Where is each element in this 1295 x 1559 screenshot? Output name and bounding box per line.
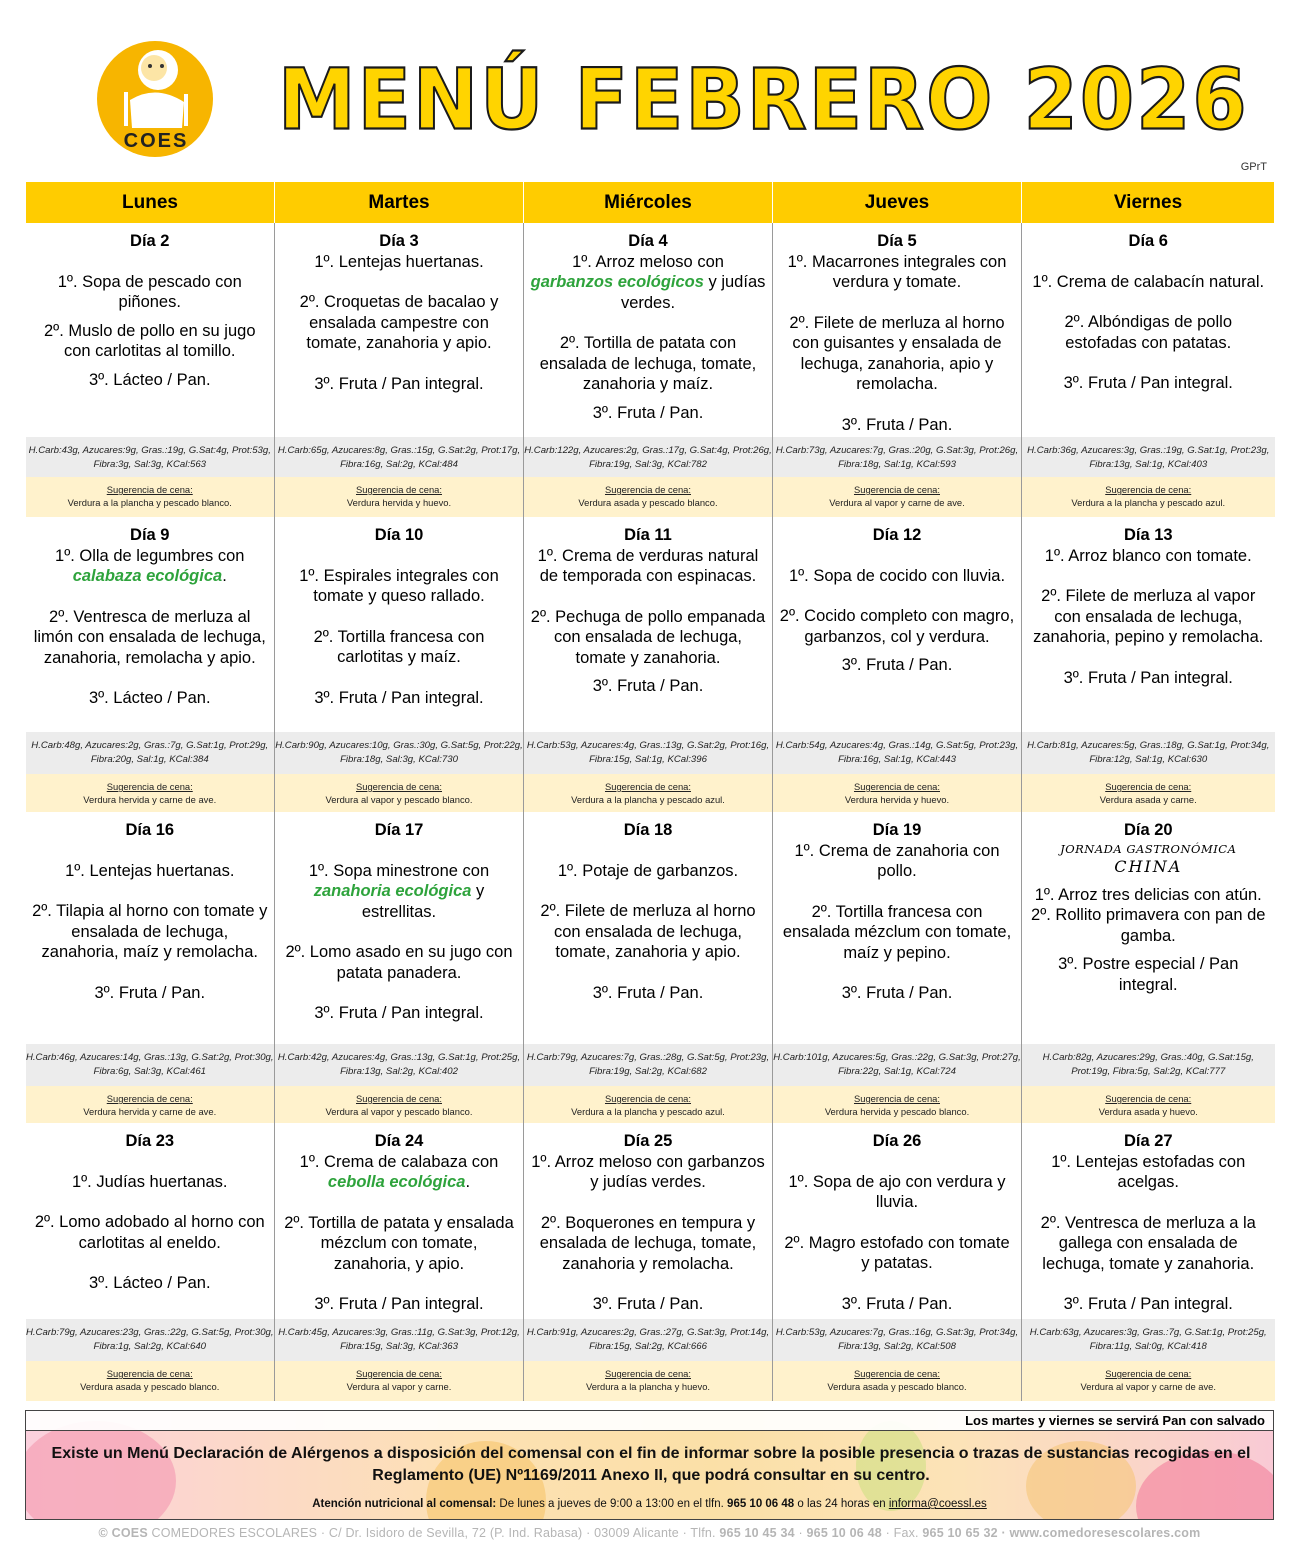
dish-item — [779, 902, 1015, 964]
dish-item — [1028, 954, 1269, 995]
dish-text: 3º. Fruta / Pan. — [592, 983, 704, 1002]
dish-item — [281, 292, 517, 354]
atencion-phone: 965 10 06 48 — [727, 1498, 795, 1510]
nutrition-info: H.Carb:81g, Azucares:5g, Gras.:18g, G.Sat:1g, Prot:34g, Fibra:12g, Sal:1g, KCal:630 — [1022, 732, 1275, 774]
day-cell — [1022, 517, 1275, 732]
day-cell — [1022, 223, 1275, 437]
day-title: Día 6 — [1128, 232, 1168, 250]
dinner-suggestion-label: Sugerencia de cena: — [1105, 1368, 1192, 1379]
weekday-lunes: Lunes — [26, 182, 275, 223]
dish-text: 2º. Magro estofado con tomate y patatas. — [784, 1233, 1010, 1272]
dish-text: 1º. Lentejas huertanas. — [65, 861, 235, 880]
nutrition-info: H.Carb:73g, Azucares:7g, Gras.:20g, G.Sat:3g, Prot:26g, Fibra:18g, Sal:1g, KCal:593 — [773, 437, 1022, 477]
dinner-suggestion — [275, 1086, 524, 1123]
dish-item — [32, 688, 269, 709]
dish-item — [530, 1213, 766, 1275]
day-title: Día 16 — [125, 821, 175, 839]
dish-item — [779, 252, 1015, 293]
dish-text: 3º. Fruta / Pan integral. — [314, 688, 484, 707]
dish-text: 3º. Fruta / Pan integral. — [1063, 1295, 1233, 1313]
eco-ingredient: calabaza ecológica — [72, 567, 223, 585]
dish-text-after: y judías verdes. — [620, 273, 766, 312]
dinner-suggestion — [26, 1361, 275, 1401]
nutrition-info: H.Carb:91g, Azucares:2g, Gras.:27g, G.Sat:3g, Prot:14g, Fibra:15g, Sal:2g, KCal:666 — [524, 1319, 773, 1361]
dish-text: 3º. Fruta / Pan. — [592, 1295, 704, 1313]
dish-text: 1º. Sopa de cocido con lluvia. — [788, 566, 1006, 585]
dish-text: 2º. Tortilla de patata y ensalada mézclum con tomate, zanahoria, y apio. — [284, 1213, 514, 1273]
dinner-suggestion-text: Verdura hervida y carne de ave. — [83, 794, 217, 805]
dish-item — [530, 252, 766, 314]
dish-text: 1º. Arroz meloso con — [572, 252, 724, 271]
dish-item — [32, 272, 269, 313]
atencion-text: De lunes a jueves de 9:00 a 13:00 en el tlfn. — [496, 1498, 728, 1510]
dish-text: 3º. Lácteo / Pan. — [88, 689, 211, 707]
nutrition-info: H.Carb:54g, Azucares:4g, Gras.:14g, G.Sat:5g, Prot:23g, Fibra:16g, Sal:1g, KCal:443 — [773, 732, 1022, 774]
dish-text: 1º. Macarrones integrales con verdura y tomate. — [787, 252, 1007, 291]
dish-text: 2º. Tortilla francesa con carlotitas y maíz. — [313, 627, 485, 666]
dinner-suggestion — [26, 774, 275, 812]
nutrition-info: H.Carb:79g, Azucares:7g, Gras.:28g, G.Sat:5g, Prot:23g, Fibra:19g, Sal:2g, KCal:682 — [524, 1044, 773, 1086]
dinner-suggestion-label: Sugerencia de cena: — [604, 484, 691, 495]
day-title: Día 12 — [872, 526, 922, 544]
weekday-jueves: Jueves — [773, 182, 1022, 223]
dish-item — [779, 415, 1015, 436]
dish-item — [530, 983, 766, 1004]
day-cell — [26, 1123, 275, 1319]
dish-text: 2º. Tortilla de patata con ensalada de lechuga, tomate, zanahoria y maíz. — [539, 334, 757, 393]
dish-item — [779, 313, 1015, 395]
atencion-mid: o las 24 horas en — [794, 1498, 889, 1510]
day-title: Día 26 — [872, 1132, 922, 1150]
dish-text: 2º. Lomo adobado al horno con carlotitas al eneldo. — [34, 1213, 265, 1252]
dish-text: 1º. Sopa de ajo con verdura y lluvia. — [788, 1172, 1006, 1211]
dish-text: 3º. Lácteo / Pan. — [88, 1274, 211, 1292]
dinner-suggestion-text: Verdura al vapor y carne de ave. — [1080, 1381, 1216, 1392]
nutrition-info: H.Carb:45g, Azucares:3g, Gras.:11g, G.Sat:3g, Prot:12g, Fibra:15g, Sal:3g, KCal:363 — [275, 1319, 524, 1361]
dish-item — [530, 861, 766, 882]
nutrition-info: H.Carb:42g, Azucares:4g, Gras.:13g, G.Sat:1g, Prot:25g, Fibra:13g, Sal:2g, KCal:402 — [275, 1044, 524, 1086]
dinner-suggestion-text: Verdura a la plancha y huevo. — [585, 1381, 711, 1392]
dinner-suggestion-label: Sugerencia de cena: — [853, 781, 940, 792]
dish-text: 1º. Sopa de pescado con piñones. — [57, 272, 242, 311]
dinner-suggestion-text: Verdura asada y pescado blanco. — [80, 1381, 220, 1392]
atencion-label: Atención nutricional al comensal: — [312, 1498, 497, 1510]
dish-item — [32, 1172, 269, 1193]
company-footer — [25, 1526, 1274, 1540]
dinner-suggestion — [1022, 1361, 1275, 1401]
day-cell — [26, 517, 275, 732]
dish-text: 2º. Filete de merluza al horno con guisantes y ensalada de lechuga, zanahoria, apio y remolacha. — [789, 313, 1005, 393]
dish-item — [1028, 586, 1269, 648]
dish-text: 3º. Fruta / Pan integral. — [314, 1004, 484, 1022]
day-title: Día 25 — [623, 1132, 673, 1150]
day-cell — [275, 812, 524, 1044]
dish-item — [32, 370, 269, 391]
nutrition-info: H.Carb:63g, Azucares:3g, Gras.:7g, G.Sat:1g, Prot:25g, Fibra:11g, Sal:0g, KCal:418 — [1022, 1319, 1275, 1361]
eco-ingredient: cebolla ecológica — [327, 1173, 466, 1191]
dish-item — [1028, 1294, 1269, 1315]
nutrition-info: H.Carb:79g, Azucares:23g, Gras.:22g, G.Sat:5g, Prot:30g, Fibra:1g, Sal:2g, KCal:640 — [26, 1319, 275, 1361]
day-title: Día 18 — [623, 821, 673, 839]
dish-item — [1028, 1152, 1269, 1193]
dish-item — [1028, 885, 1269, 906]
day-cell — [773, 517, 1022, 732]
dish-text: 1º. Crema de calabaza con — [299, 1152, 499, 1171]
week-dishes-row — [26, 223, 1275, 437]
dinner-suggestion — [26, 477, 275, 517]
company-sep: · — [794, 1526, 807, 1540]
dish-item — [32, 321, 269, 362]
nutrition-info: H.Carb:46g, Azucares:14g, Gras.:13g, G.Sat:2g, Prot:30g, Fibra:6g, Sal:3g, KCal:461 — [26, 1044, 275, 1086]
dinner-suggestion-label: Sugerencia de cena: — [853, 1368, 940, 1379]
dish-item — [281, 688, 517, 709]
dinner-suggestion — [773, 774, 1022, 812]
dish-text: 3º. Fruta / Pan. — [841, 415, 953, 434]
nutrition-info: H.Carb:53g, Azucares:4g, Gras.:13g, G.Sat:2g, Prot:16g, Fibra:15g, Sal:1g, KCal:396 — [524, 732, 773, 774]
company-website[interactable]: · www.comedoresescolares.com — [997, 1526, 1201, 1540]
day-title: Día 20 — [1123, 821, 1173, 839]
dish-text: 3º. Fruta / Pan. — [94, 983, 206, 1002]
dinner-suggestion — [773, 1361, 1022, 1401]
dish-text: 1º. Olla de legumbres con — [55, 546, 245, 565]
dish-item — [281, 1003, 517, 1024]
dish-item — [1028, 1213, 1269, 1275]
dish-text: 2º. Cocido completo con magro, garbanzos, col y verdura. — [779, 607, 1015, 646]
dish-item — [530, 333, 766, 395]
dish-text: 1º. Potaje de garbanzos. — [557, 861, 739, 880]
nutrition-info: H.Carb:122g, Azucares:2g, Gras.:17g, G.Sat:4g, Prot:26g, Fibra:19g, Sal:3g, KCal:782 — [524, 437, 773, 477]
company-address: COMEDORES ESCOLARES · C/ Dr. Isidoro de Sevilla, 72 (P. Ind. Rabasa) · 03009 Alicante · Tlfn. — [147, 1526, 720, 1540]
dish-item — [1028, 312, 1269, 353]
dish-item — [530, 1152, 766, 1193]
dish-text: 3º. Fruta / Pan integral. — [1063, 668, 1233, 687]
dish-item — [281, 1294, 517, 1315]
dish-text: 2º. Croquetas de bacalao y ensalada campestre con tomate, zanahoria y apio. — [299, 293, 499, 352]
page-title: MENÚ FEBRERO 2026 — [278, 52, 1249, 150]
week-nutrition-row — [26, 437, 1275, 477]
dinner-suggestion — [524, 477, 773, 517]
dish-text: 2º. Filete de merluza al vapor con ensalada de lechuga, zanahoria, pepino y remolacha. — [1033, 587, 1264, 646]
dinner-suggestion — [275, 774, 524, 812]
dish-item — [779, 655, 1015, 676]
day-cell — [524, 1123, 773, 1319]
dish-text: 1º. Arroz tres delicias con atún. — [1034, 885, 1262, 904]
dinner-suggestion-label: Sugerencia de cena: — [355, 1093, 442, 1104]
dinner-suggestion-label: Sugerencia de cena: — [1105, 484, 1192, 495]
dinner-suggestion-text: Verdura asada y pescado blanco. — [827, 1381, 967, 1392]
nutrition-info: H.Carb:48g, Azucares:2g, Gras.:7g, G.Sat:1g, Prot:29g, Fibra:20g, Sal:1g, KCal:384 — [26, 732, 275, 774]
dinner-suggestion-label: Sugerencia de cena: — [604, 1093, 691, 1104]
dinner-suggestion — [524, 1361, 773, 1401]
day-cell — [26, 223, 275, 437]
nutritional-attention — [26, 1498, 1273, 1510]
dinner-suggestion — [275, 477, 524, 517]
week-nutrition-row — [26, 732, 1275, 774]
dish-text: 2º. Ventresca de merluza al limón con ensalada de lechuga, zanahoria, remolacha y apio. — [33, 607, 266, 667]
weekday-miercoles: Miércoles — [524, 182, 773, 223]
dinner-suggestion-label: Sugerencia de cena: — [853, 1093, 940, 1104]
dish-text-after: . — [222, 567, 227, 585]
week-nutrition-row — [26, 1319, 1275, 1361]
dinner-suggestion — [524, 1086, 773, 1123]
dish-item — [779, 1172, 1015, 1213]
eco-ingredient: garbanzos ecológicos — [530, 273, 704, 291]
dinner-suggestion — [773, 1086, 1022, 1123]
dish-item — [1028, 668, 1269, 689]
dinner-suggestion — [524, 774, 773, 812]
day-cell — [773, 1123, 1022, 1319]
dinner-suggestion-text: Verdura al vapor y pescado blanco. — [325, 1106, 473, 1117]
dish-text-after: . — [465, 1173, 471, 1191]
dinner-suggestion-text: Verdura hervida y huevo. — [844, 794, 950, 805]
dinner-suggestion — [1022, 477, 1275, 517]
nutrition-info: H.Carb:53g, Azucares:7g, Gras.:16g, G.Sat:3g, Prot:34g, Fibra:13g, Sal:2g, KCal:508 — [773, 1319, 1022, 1361]
dinner-suggestion-label: Sugerencia de cena: — [853, 484, 940, 495]
dish-item — [530, 901, 766, 963]
dinner-suggestion-label: Sugerencia de cena: — [106, 1093, 193, 1104]
dish-text: 2º. Lomo asado en su jugo con patata panadera. — [285, 943, 513, 982]
dish-text: 1º. Arroz blanco con tomate. — [1044, 546, 1252, 565]
dish-text: 1º. Crema de verduras natural de temporada con espinacas. — [537, 546, 759, 585]
nutrition-info: H.Carb:101g, Azucares:5g, Gras.:22g, G.Sat:3g, Prot:27g, Fibra:22g, Sal:1g, KCal:724 — [773, 1044, 1022, 1086]
dish-item — [779, 1294, 1015, 1315]
pan-salvado-note: Los martes y viernes se servirá Pan con salvado — [26, 1411, 1273, 1431]
menu-body — [26, 223, 1275, 1401]
dish-item — [32, 901, 269, 963]
dish-text: 1º. Espirales integrales con tomate y queso rallado. — [299, 566, 499, 605]
day-cell — [275, 223, 524, 437]
dinner-suggestion-text: Verdura hervida y carne de ave. — [83, 1106, 217, 1117]
dinner-suggestion — [26, 1086, 275, 1123]
dinner-suggestion-label: Sugerencia de cena: — [106, 781, 193, 792]
dinner-suggestion-text: Verdura a la plancha y pescado azul. — [571, 1106, 725, 1117]
dish-text: 3º. Lácteo / Pan. — [88, 370, 211, 389]
day-title: Día 3 — [379, 232, 419, 250]
dish-item — [32, 546, 269, 587]
dish-item — [32, 1212, 269, 1253]
day-cell — [773, 223, 1022, 437]
dinner-suggestion-text: Verdura a la plancha y pescado azul. — [571, 794, 725, 805]
dish-text: 2º. Filete de merluza al horno con ensalada de lechuga, tomate, zanahoria y apio. — [540, 902, 756, 961]
dinner-suggestion-label: Sugerencia de cena: — [604, 1368, 691, 1379]
week-nutrition-row — [26, 1044, 1275, 1086]
dish-item — [281, 861, 517, 923]
day-title: Día 11 — [624, 526, 672, 544]
dish-text: 2º. Albóndigas de pollo estofadas con patatas. — [1064, 313, 1232, 352]
dinner-suggestion-label: Sugerencia de cena: — [1105, 781, 1192, 792]
dish-text: 2º. Rollito primavera con pan de gamba. — [1031, 906, 1266, 945]
dish-item — [1028, 272, 1269, 293]
dinner-suggestion-text: Verdura asada y huevo. — [1098, 1106, 1198, 1117]
dish-item — [530, 403, 766, 424]
dish-item — [281, 252, 517, 273]
dish-item — [32, 983, 269, 1004]
dish-text: 3º. Fruta / Pan. — [592, 677, 704, 695]
menu-table — [25, 182, 1275, 1401]
week-dishes-row — [26, 1123, 1275, 1319]
day-title: Día 27 — [1123, 1132, 1173, 1150]
day-title: Día 4 — [628, 232, 668, 250]
nutrition-info: H.Carb:65g, Azucares:8g, Gras.:15g, G.Sat:2g, Prot:17g, Fibra:16g, Sal:2g, KCal:484 — [275, 437, 524, 477]
day-title: Día 10 — [374, 526, 424, 544]
dish-item — [779, 606, 1015, 647]
company-fax: 965 10 65 32 — [922, 1526, 998, 1540]
nutrition-info: H.Carb:90g, Azucares:10g, Gras.:30g, G.Sat:5g, Prot:22g, Fibra:18g, Sal:3g, KCal:730 — [275, 732, 524, 774]
dinner-suggestion-text: Verdura a la plancha y pescado azul. — [1071, 497, 1226, 508]
dish-item — [1028, 546, 1269, 567]
dish-text: 1º. Sopa minestrone con — [308, 861, 490, 880]
dinner-suggestion-text: Verdura hervida y pescado blanco. — [824, 1106, 970, 1117]
atencion-email-link[interactable]: informa@coessl.es — [888, 1498, 987, 1510]
dish-item — [530, 607, 766, 669]
dish-item — [281, 566, 517, 607]
week-dishes-row — [26, 812, 1275, 1044]
dinner-suggestion-label: Sugerencia de cena: — [1105, 1093, 1192, 1104]
day-title: Día 19 — [872, 821, 922, 839]
dish-text: 2º. Tilapia al horno con tomate y ensalada de lechuga, zanahoria, maíz y remolacha. — [32, 902, 268, 961]
dinner-suggestion-label: Sugerencia de cena: — [355, 1368, 442, 1379]
day-title: Día 23 — [125, 1132, 175, 1150]
dinner-suggestion-text: Verdura asada y pescado blanco. — [578, 497, 718, 508]
dish-item — [32, 607, 269, 669]
dish-item — [281, 942, 517, 983]
day-cell — [524, 223, 773, 437]
nutrition-info: H.Carb:82g, Azucares:29g, Gras.:40g, G.Sat:15g, Prot:19g, Fibra:5g, Sal:2g, KCal:777 — [1022, 1044, 1275, 1086]
company-brand: © COES — [98, 1526, 148, 1540]
dish-text: 3º. Fruta / Pan integral. — [1063, 374, 1233, 392]
day-cell — [275, 1123, 524, 1319]
dish-item — [32, 861, 269, 882]
footer-panel — [25, 1410, 1274, 1520]
dish-text: 1º. Crema de calabacín natural. — [1032, 272, 1265, 291]
dish-text: 2º. Pechuga de pollo empanada con ensalada de lechuga, tomate y zanahoria. — [530, 607, 766, 667]
dinner-suggestion-label: Sugerencia de cena: — [604, 781, 691, 792]
week-dinner-row — [26, 1361, 1275, 1401]
dish-item — [530, 1294, 766, 1315]
eco-ingredient: zanahoria ecológica — [313, 882, 472, 900]
day-cell — [275, 517, 524, 732]
dish-text: 2º. Boquerones en tempura y ensalada de lechuga, tomate, zanahoria y remolacha. — [539, 1213, 757, 1273]
weekday-header-row — [26, 182, 1275, 223]
dish-text: 2º. Ventresca de merluza a la gallega con ensalada de lechuga, tomate y zanahoria. — [1040, 1213, 1256, 1273]
nutrition-info: H.Carb:36g, Azucares:3g, Gras.:19g, G.Sat:1g, Prot:23g, Fibra:13g, Sal:1g, KCal:403 — [1022, 437, 1275, 477]
dinner-suggestion — [1022, 774, 1275, 812]
day-cell — [1022, 1123, 1275, 1319]
jornada-theme: CHINA — [1114, 856, 1183, 876]
weekday-viernes: Viernes — [1022, 182, 1275, 223]
company-phone-2: 965 10 06 48 — [806, 1526, 882, 1540]
day-title: Día 9 — [130, 526, 170, 544]
dish-text: 3º. Fruta / Pan integral. — [314, 1295, 484, 1313]
weekday-martes: Martes — [275, 182, 524, 223]
dish-item — [779, 983, 1015, 1004]
day-cell — [524, 812, 773, 1044]
dinner-suggestion — [275, 1361, 524, 1401]
dinner-suggestion-text: Verdura al vapor y carne de ave. — [829, 497, 965, 508]
dish-text: 1º. Arroz meloso con garbanzos y judías verdes. — [531, 1152, 765, 1191]
dish-text-after: y estrellitas. — [361, 882, 485, 921]
jornada-label: JORNADA GASTRONÓMICA — [1060, 841, 1237, 856]
dinner-suggestion-text: Verdura a la plancha y pescado blanco. — [67, 497, 232, 508]
dinner-suggestion-text: Verdura hervida y huevo. — [346, 497, 452, 508]
dinner-suggestion — [1022, 1086, 1275, 1123]
dish-item — [530, 546, 766, 587]
dish-text: 1º. Lentejas huertanas. — [314, 252, 484, 271]
dish-text: 3º. Postre especial / Pan integral. — [1058, 955, 1239, 994]
dish-item — [281, 1213, 517, 1275]
company-phone-1: 965 10 45 34 — [719, 1526, 795, 1540]
dinner-suggestion-label: Sugerencia de cena: — [355, 484, 442, 495]
day-cell — [1022, 812, 1275, 1044]
week-dinner-row — [26, 1086, 1275, 1123]
dish-item — [281, 627, 517, 668]
day-title: Día 2 — [130, 232, 170, 250]
day-cell — [26, 812, 275, 1044]
company-fax-label: · Fax. — [881, 1526, 923, 1540]
dish-text: 3º. Fruta / Pan. — [592, 403, 704, 422]
dish-text: 3º. Fruta / Pan. — [841, 656, 953, 674]
dinner-suggestion — [773, 477, 1022, 517]
dish-item — [281, 1152, 517, 1193]
document-code: GPrT — [1240, 161, 1267, 173]
day-title: Día 13 — [1123, 526, 1173, 544]
dish-item — [779, 566, 1015, 587]
day-title: Día 24 — [374, 1132, 424, 1150]
logo-text: COES — [123, 130, 189, 152]
dish-text: 1º. Lentejas estofadas con acelgas. — [1051, 1152, 1246, 1191]
dish-text: 1º. Crema de zanahoria con pollo. — [794, 841, 1000, 880]
dinner-suggestion-text: Verdura al vapor y carne. — [346, 1381, 452, 1392]
dish-item — [281, 374, 517, 395]
dinner-suggestion-text: Verdura al vapor y pescado blanco. — [325, 794, 473, 805]
dish-item — [1028, 905, 1269, 946]
dish-text: 2º. Muslo de pollo en su jugo con carlotitas al tomillo. — [44, 321, 256, 360]
week-dinner-row — [26, 774, 1275, 812]
dish-text: 2º. Tortilla francesa con ensalada mézclum con tomate, maíz y pepino. — [782, 902, 1012, 962]
day-cell — [524, 517, 773, 732]
dish-item — [779, 841, 1015, 882]
day-title: Día 5 — [877, 232, 917, 250]
day-title: Día 17 — [374, 821, 424, 839]
dish-text: 1º. Judías huertanas. — [71, 1172, 228, 1191]
page-header — [0, 0, 1295, 180]
dish-item — [1028, 373, 1269, 394]
week-dishes-row — [26, 517, 1275, 732]
dish-text: 3º. Fruta / Pan integral. — [314, 374, 484, 393]
dinner-suggestion-label: Sugerencia de cena: — [355, 781, 442, 792]
dish-text: 3º. Fruta / Pan. — [841, 1294, 953, 1313]
week-dinner-row — [26, 477, 1275, 517]
dish-item — [779, 1233, 1015, 1274]
day-cell — [773, 812, 1022, 1044]
nutrition-info: H.Carb:43g, Azucares:9g, Gras.:19g, G.Sat:4g, Prot:53g, Fibra:3g, Sal:3g, KCal:563 — [26, 437, 275, 477]
dish-item — [32, 1273, 269, 1294]
dish-text: 3º. Fruta / Pan. — [841, 984, 953, 1002]
dish-item — [530, 676, 766, 697]
dinner-suggestion-label: Sugerencia de cena: — [106, 1368, 193, 1379]
dinner-suggestion-text: Verdura asada y carne. — [1099, 794, 1197, 805]
alergenos-notice: Existe un Menú Declaración de Alérgenos a disposición del comensal con el fin de informar sobre la posible presencia o trazas de sustancias recogidas en el Reglamento (UE) Nº1169/2011 Anexo II, que podrá consultar en su centro. — [51, 1445, 1251, 1484]
dinner-suggestion-label: Sugerencia de cena: — [106, 484, 193, 495]
